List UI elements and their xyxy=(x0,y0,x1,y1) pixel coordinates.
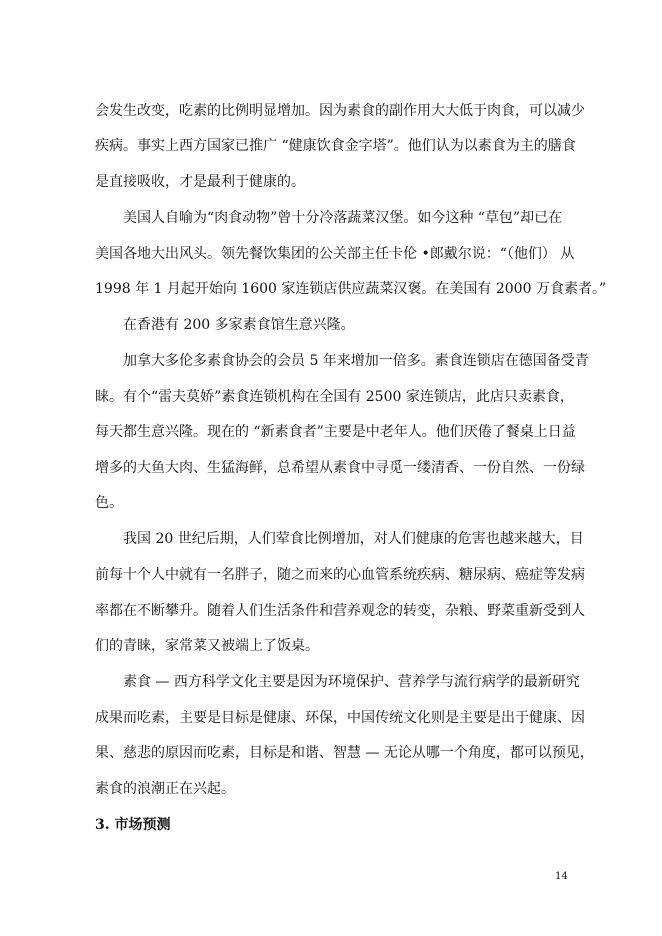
text-line: 是直接吸收，才是最利于健康的。 xyxy=(95,174,305,190)
text-line: 美国人自喻为“肉食动物”曾十分冷落蔬菜汉堡。如今这种 “草包”却已在 xyxy=(123,210,563,226)
text-line: 疾病。事实上西方国家已推广 “健康饮食金字塔”。他们认为以素食为主的膳食 xyxy=(95,138,576,154)
text-line: 睐。有个“雷夫莫娇”素食连锁机构在全国有 2500 家连锁店，此店只卖素食， xyxy=(95,389,574,405)
text-line: 们的青睐，家常菜又被端上了饭桌。 xyxy=(95,638,319,654)
text-line: 在香港有 200 多家素食馆生意兴隆。 xyxy=(123,317,355,333)
text-line: 前每十个人中就有一名胖子，随之而来的心血管系统疾病、糖尿病、癌症等发病 xyxy=(95,567,585,583)
section-heading: 3. 市场预测 xyxy=(95,817,171,833)
text-line: 加拿大多伦多素食协会的会员 5 年来增加一倍多。素食连锁店在德国备受青 xyxy=(123,353,589,369)
text-line: 美国各地大出风头。领先餐饮集团的公关部主任卡伦 •郎戴尔说：“（他们） 从 xyxy=(95,246,575,262)
text-line: 色。 xyxy=(95,495,123,511)
text-line: 我国 20 世纪后期，人们荤食比例增加，对人们健康的危害也越来越大，目 xyxy=(123,531,584,547)
text-line: 增多的大鱼大肉、生猛海鲜，总希望从素食中寻觅一缕清香、一份自然、一份绿 xyxy=(95,460,585,476)
text-line: 会发生改变，吃素的比例明显增加。因为素食的副作用大大低于肉食，可以减少 xyxy=(95,103,585,119)
text-line: 果、慈悲的原因而吃素，目标是和谐、智慧 — 无论从哪一个角度，都可以预见， xyxy=(95,745,594,761)
text-line: 率都在不断攀升。随着人们生活条件和营养观念的转变，杂粮、野菜重新受到人 xyxy=(95,603,585,619)
text-line: 素食 — 西方科学文化主要是因为环境保护、营养学与流行病学的最新研究 xyxy=(123,674,580,690)
page-number: 14 xyxy=(555,871,568,882)
text-line: 每天都生意兴隆。现在的 “新素食者”主要是中老年人。他们厌倦了餐桌上日益 xyxy=(95,424,576,440)
text-line: 成果而吃素，主要是目标是健康、环保，中国传统文化则是主要是出于健康、因 xyxy=(95,710,585,726)
text-line: 1998 年 1 月起开始向 1600 家连锁店供应蔬菜汉褒。在美国有 2000 万食素者。” xyxy=(95,281,607,297)
text-line: 素食的浪潮正在兴起。 xyxy=(95,781,235,797)
